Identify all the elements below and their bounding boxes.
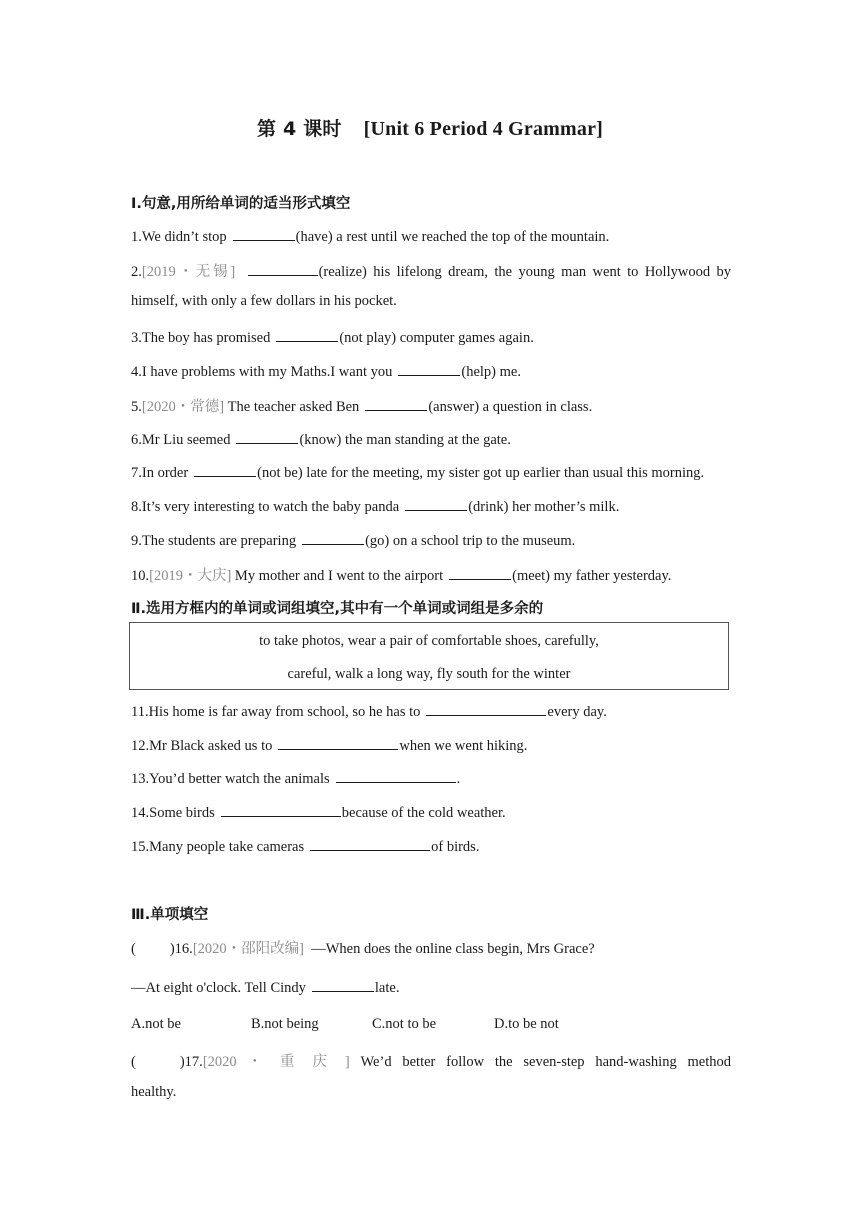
question-15: 15.Many people take cameras of birds.: [131, 836, 731, 856]
source-tag: [2019・无锡]: [141, 264, 236, 280]
source-tag: [2020・常德]: [141, 399, 225, 415]
question-1: 1.We didn’t stop (have) a rest until we reached the top of the mountain.: [131, 226, 731, 246]
page-title: [0, 114, 860, 141]
answer-blank[interactable]: [194, 462, 256, 477]
question-8: 8.It’s very interesting to watch the baby panda (drink) her mother’s milk.: [131, 496, 731, 516]
question-4: 4.I have problems with my Maths.I want you (help) me.: [131, 361, 731, 381]
question-11: 11.His home is far away from school, so he has to every day.: [131, 701, 731, 721]
question-13: 13.You’d better watch the animals .: [131, 768, 731, 788]
question-17: ( )17.[2020 ・ 重 庆 ] We’d better follow the seven-step hand-washing method: [131, 1054, 732, 1070]
question-14: 14.Some birds because of the cold weather.: [131, 802, 731, 822]
word-box: [129, 622, 729, 690]
question-5: 5.[2020・常德] The teacher asked Ben (answer) a question in class.: [131, 395, 731, 416]
word-box-line-1: to take photos, wear a pair of comfortable shoes, carefully,: [259, 633, 599, 649]
question-16: ( )16.[2020・邵阳改编] —When does the online class begin, Mrs Grace?: [131, 941, 595, 957]
answer-blank[interactable]: [221, 802, 341, 817]
question-2-continued: himself, with only a few dollars in his pocket.: [131, 293, 397, 309]
answer-blank[interactable]: [276, 327, 338, 342]
answer-blank[interactable]: [449, 565, 511, 580]
answer-blank[interactable]: [365, 396, 427, 411]
word-box-line-2: careful, walk a long way, fly south for the winter: [287, 666, 571, 682]
answer-blank[interactable]: [236, 429, 298, 444]
question-12: 12.Mr Black asked us to when we went hiking.: [131, 735, 731, 755]
answer-blank[interactable]: [405, 496, 467, 511]
question-6: 6.Mr Liu seemed (know) the man standing at the gate.: [131, 429, 731, 449]
source-tag: [2019・大庆]: [149, 568, 232, 584]
question-9: 9.The students are preparing (go) on a school trip to the museum.: [131, 530, 731, 550]
answer-blank[interactable]: [336, 768, 456, 783]
option-b[interactable]: B.not being: [251, 1016, 319, 1032]
option-c[interactable]: C.not to be: [372, 1016, 437, 1032]
answer-blank[interactable]: [398, 361, 460, 376]
question-17-continued: healthy.: [131, 1084, 177, 1100]
question-7: 7.In order (not be) late for the meeting, my sister got up earlier than usual this morning.: [131, 462, 731, 482]
answer-blank[interactable]: [248, 261, 318, 276]
answer-blank[interactable]: [278, 735, 398, 750]
option-d[interactable]: D.to be not: [494, 1016, 559, 1032]
source-tag: [2020・邵阳改编]: [192, 941, 304, 957]
answer-blank[interactable]: [233, 226, 295, 241]
question-16-line-2: —At eight o'clock. Tell Cindy late.: [131, 977, 731, 997]
answer-blank[interactable]: [426, 701, 546, 716]
title-unit: [Unit 6 Period 4 Grammar]: [363, 118, 604, 140]
source-tag: [2020 ・ 重 庆 ]: [202, 1054, 350, 1070]
section-2-heading: Ⅱ.选用方框内的单词或词组填空,其中有一个单词或词组是多余的: [131, 601, 544, 617]
question-3: 3.The boy has promised (not play) computer games again.: [131, 327, 731, 347]
answer-blank[interactable]: [310, 836, 430, 851]
answer-blank[interactable]: [312, 977, 374, 992]
answer-blank[interactable]: [302, 530, 364, 545]
section-3-heading: Ⅲ.单项填空: [131, 907, 209, 923]
option-a[interactable]: A.not be: [131, 1016, 181, 1032]
section-1-heading: Ⅰ.句意,用所给单词的适当形式填空: [131, 196, 351, 212]
question-2: 2.[2019・无锡] (realize) his lifelong dream, the young man went to Hollywood by: [131, 260, 731, 281]
title-lesson: 第 4 课时: [256, 118, 342, 140]
question-10: 10.[2019・大庆] My mother and I went to the airport (meet) my father yesterday.: [131, 564, 731, 585]
